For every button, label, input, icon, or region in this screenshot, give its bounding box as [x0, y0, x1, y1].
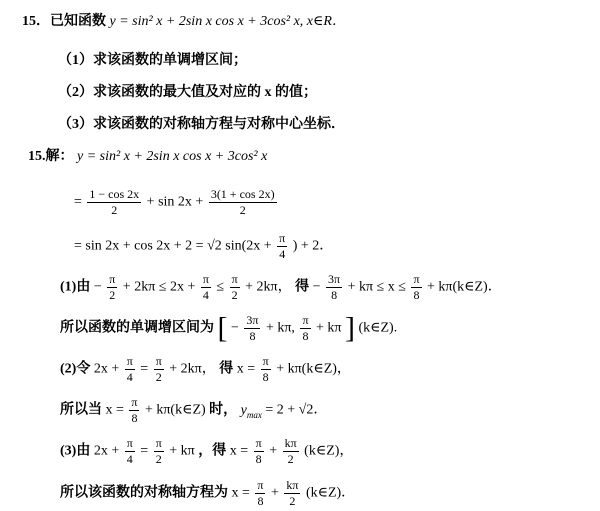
expr-text: x =	[229, 443, 249, 459]
expr-text: + 2kπ，	[169, 361, 216, 377]
frac-den: 2	[155, 370, 162, 384]
problem-part-2: （2）求该函数的最大值及对应的 x 的值；	[58, 85, 317, 100]
frac-den: 8	[131, 411, 138, 425]
step-1	[60, 272, 502, 303]
frac-den: 2	[231, 288, 238, 302]
y-symbol: y	[240, 402, 247, 418]
frac-den: 8	[257, 494, 264, 508]
expr-text: (k∈Z)．	[305, 485, 356, 501]
step-lead: (3)由	[60, 443, 91, 459]
step-word: 得	[295, 279, 310, 295]
fraction	[201, 272, 211, 303]
expr-text: −	[231, 320, 239, 336]
expr-text: + kπ(k∈Z)．	[427, 279, 502, 295]
expr-text: =	[140, 443, 149, 459]
step-lead: 所以当	[60, 402, 102, 418]
frac-den: 8	[331, 288, 338, 302]
fraction	[87, 187, 141, 218]
fraction	[244, 313, 260, 344]
frac-den: 4	[126, 452, 133, 466]
fraction	[277, 231, 287, 262]
frac-num: 3π	[328, 272, 341, 286]
frac-num: π	[126, 436, 133, 450]
expr-text: + kπ ≤ x ≤	[347, 279, 406, 295]
expr-text: + 2kπ ≤ 2x +	[122, 279, 196, 295]
frac-num: π	[126, 354, 133, 368]
solution-function: y = sin² x + 2sin x cos x + 3cos² x	[77, 149, 268, 164]
frac-den: 2	[109, 288, 116, 302]
frac-num: 3(1 + cos 2x)	[210, 187, 275, 201]
expr-text: −	[93, 279, 102, 295]
expr-text: 2x +	[93, 361, 120, 377]
fraction	[154, 354, 164, 385]
problem-part-1: （1）求该函数的单调增区间；	[58, 53, 247, 68]
fraction	[230, 272, 240, 303]
step-lead: 所以函数的单调增区间为	[60, 320, 214, 336]
frac-den: 8	[413, 288, 420, 302]
frac-num: π	[279, 231, 286, 245]
step-word: 时，	[209, 402, 238, 418]
frac-den: 2	[111, 203, 118, 217]
problem-prefix: 已知函数	[50, 14, 106, 29]
fraction	[411, 272, 421, 303]
expr-text: x =	[231, 485, 250, 501]
fraction	[283, 436, 299, 467]
expr-text: (k∈Z).	[358, 320, 398, 336]
step-lead: 所以该函数的对称轴方程为	[60, 485, 228, 501]
frac-den: 4	[202, 288, 209, 302]
problem-function: y = sin² x + 2sin x cos x + 3cos² x, x∈R．	[109, 14, 346, 29]
expr-text: ) + 2．	[292, 238, 334, 254]
fraction	[255, 478, 265, 509]
expr-text: = 2 + √2．	[265, 402, 328, 418]
step-1b	[60, 313, 397, 344]
fraction	[254, 436, 264, 467]
fraction	[261, 354, 271, 385]
expr-text: + 2kπ，	[245, 279, 292, 295]
fraction	[129, 395, 139, 426]
expr-text: = sin 2x + cos 2x + 2 = √2 sin(2x +	[74, 238, 272, 254]
frac-den: 8	[249, 329, 256, 343]
close-bracket: ]	[344, 311, 355, 345]
frac-den: 2	[239, 203, 246, 217]
fraction	[154, 436, 164, 467]
solution-line-1	[28, 147, 267, 167]
expr-text: +	[269, 443, 278, 459]
frac-num: π	[262, 354, 269, 368]
fraction	[107, 272, 117, 303]
step-3	[60, 436, 353, 467]
fraction	[300, 313, 310, 344]
frac-num: π	[155, 354, 162, 368]
frac-num: kπ	[284, 436, 297, 450]
solution-label: 15.解：	[28, 149, 74, 164]
fraction	[125, 436, 135, 467]
frac-num: π	[413, 272, 420, 286]
frac-num: kπ	[286, 478, 299, 492]
eq-sign: =	[74, 194, 82, 210]
problem-part-3: （3）求该函数的对称轴方程与对称中心坐标．	[58, 117, 345, 132]
frac-den: 4	[126, 370, 133, 384]
expr-text: + kπ	[169, 443, 195, 459]
expr-text: =	[140, 361, 149, 377]
frac-num: π	[155, 436, 162, 450]
expr-text: + kπ(k∈Z)	[144, 402, 206, 418]
expr-text: x =	[236, 361, 256, 377]
solution-line-3	[74, 231, 333, 262]
expr-text: + kπ	[316, 320, 342, 336]
frac-den: 8	[255, 452, 262, 466]
frac-den: 4	[279, 247, 286, 261]
expr-text: (k∈Z)，	[304, 443, 354, 459]
frac-den: 8	[262, 370, 269, 384]
fraction	[125, 354, 135, 385]
step-3b	[60, 478, 355, 509]
expr-text: +	[270, 485, 279, 501]
frac-num: π	[131, 395, 138, 409]
fraction	[284, 478, 300, 509]
frac-num: π	[257, 478, 264, 492]
frac-num: π	[231, 272, 238, 286]
expr-text: ≤	[216, 279, 225, 295]
frac-den: 2	[289, 494, 296, 508]
step-word: 得	[219, 361, 234, 377]
open-bracket: [	[217, 311, 228, 345]
expr-text: + sin 2x +	[146, 194, 204, 210]
frac-num: π	[255, 436, 262, 450]
step-2b	[60, 395, 327, 426]
expr-text: −	[312, 279, 321, 295]
frac-num: 1 − cos 2x	[89, 187, 140, 201]
frac-num: π	[202, 272, 209, 286]
problem-number: 15．	[22, 14, 50, 29]
fraction	[209, 187, 277, 218]
frac-num: π	[302, 313, 309, 327]
expr-text: x =	[105, 402, 124, 418]
frac-num: 3π	[246, 313, 259, 327]
problem-title	[22, 12, 346, 32]
step-lead: (1)由	[60, 279, 91, 295]
step-word: ，得	[198, 443, 227, 459]
expr-text: 2x +	[93, 443, 120, 459]
solution-line-2	[74, 187, 279, 218]
max-subscript: max	[246, 409, 262, 420]
expr-text: + kπ(k∈Z)，	[276, 361, 351, 377]
frac-den: 8	[302, 329, 309, 343]
frac-den: 2	[155, 452, 162, 466]
frac-num: π	[109, 272, 116, 286]
y-max	[241, 403, 262, 418]
frac-den: 2	[287, 452, 294, 466]
step-2	[60, 354, 351, 385]
expr-text: + kπ,	[265, 320, 295, 336]
fraction	[326, 272, 342, 303]
step-lead: (2)令	[60, 361, 91, 377]
